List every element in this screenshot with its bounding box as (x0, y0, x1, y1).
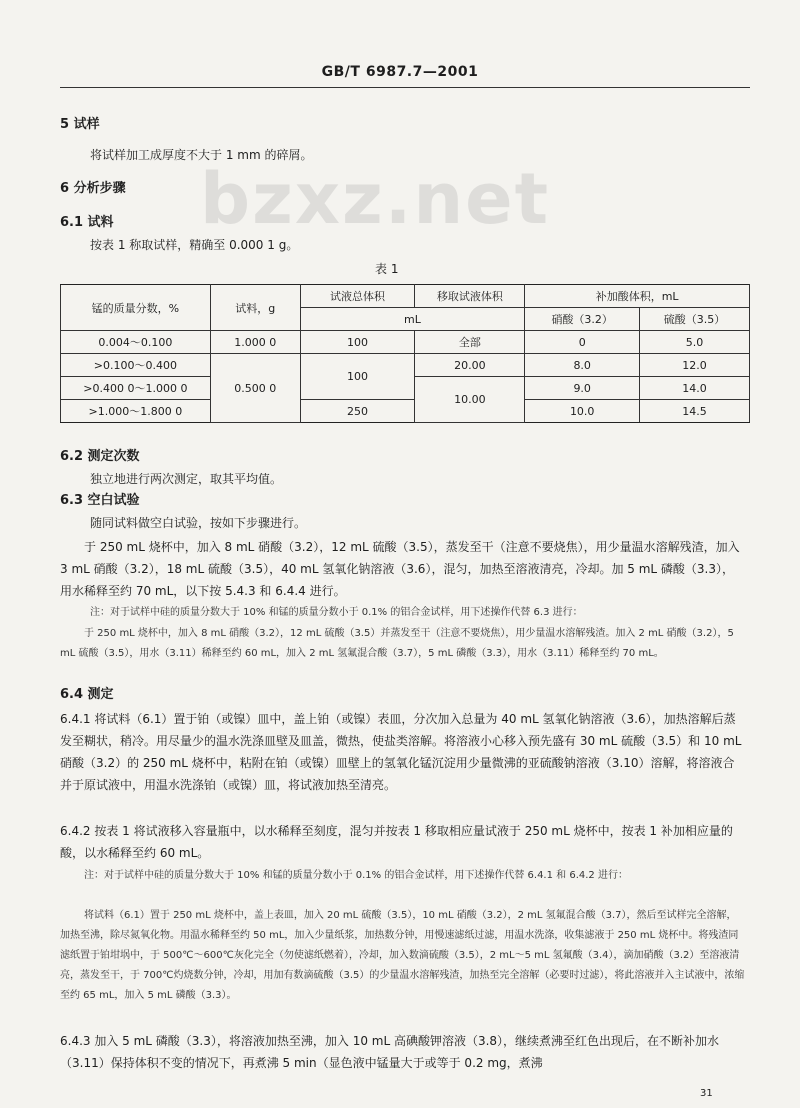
section-6-4-1: 6.4.1 将试料（6.1）置于铂（或镍）皿中，盖上铂（或镍）表皿，分次加入总量为 40 mL 氢氧化钠溶液（3.6），加热溶解后蒸发至糊状，稍冷。用尽量少的温水洗涤皿壁及皿盖，微热，使盐类溶解。将溶液小心移入预先盛有 30 mL 硫酸（3.5）和 10 mL 硝酸（3.2）的 250 mL 烧杯中，粘附在铂（或镍）皿壁上的氢氧化锰沉淀用少量微沸的亚硫酸钠溶液（3.10）溶解，将溶液合并于原试液中，用温水洗涤铂（或镍）皿，将试液加热至清亮。 (60, 712, 742, 792)
section-5-text: 将试样加工成厚度不大于 1 mm 的碎屑。 (90, 148, 313, 162)
cell-sample: 0.500 0 (210, 354, 300, 423)
cell-nitric: 9.0 (525, 377, 640, 400)
th-sulfuric: 硫酸（3.5） (640, 308, 750, 331)
th-mass-fraction: 锰的质量分数，% (61, 285, 211, 331)
table-caption: 表 1 (375, 262, 399, 276)
page-header: GB/T 6987.7—2001 (321, 64, 479, 80)
section-6-heading: 6 分析步骤 (60, 181, 126, 196)
section-6-1-heading: 6.1 试料 (60, 215, 114, 230)
cell-volume: 100 (300, 354, 415, 400)
cell-aliquot: 10.00 (415, 377, 525, 423)
section-6-2-text: 独立地进行两次测定，取其平均值。 (90, 472, 283, 486)
section-6-3-text1: 随同试料做空白试验，按如下步骤进行。 (90, 516, 307, 530)
cell-volume: 250 (300, 400, 415, 423)
th-total-volume: 试液总体积 (300, 285, 415, 308)
cell-nitric: 0 (525, 331, 640, 354)
section-6-4-note2: 将试料（6.1）置于 250 mL 烧杯中，盖上表皿，加入 20 mL 硫酸（3.5），10 mL 硝酸（3.2），2 mL 氢氟混合酸（3.7），然后至试样完全溶解，加热至沸，除尽氮氧化物。用温水稀释至约 50 mL，加入少量纸浆，加热数分钟，用慢速滤纸过滤，用温水洗涤，收集滤液于 250 mL 烧杯中。将残渣同滤纸置于铂坩埚中，于 500℃～600℃灰化完全（勿使滤纸燃着），冷却，加入数滴硫酸（3.5），2 mL～5 mL 氢氟酸（3.4），滴加硝酸（3.2）至溶液清亮，蒸发至干，于 700℃灼烧数分钟，冷却，用加有数滴硫酸（3.5）的少量温水溶解残渣，加热至完全溶解（必要时过滤），将此溶液并入主试液中，浓缩至约 65 mL，加入 5 mL 磷酸（3.3）。 (60, 910, 745, 1001)
section-6-4-heading: 6.4 测定 (60, 687, 114, 702)
th-ml: mL (300, 308, 525, 331)
section-6-4-3: 6.4.3 加入 5 mL 磷酸（3.3），将溶液加热至沸，加入 10 mL 高碘酸钾溶液（3.8），继续煮沸至红色出现后，在不断补加水（3.11）保持体积不变的情况下，再煮沸 5 min（显色液中锰量大于或等于 0.2 mg，煮沸 (60, 1034, 720, 1070)
cell-range: >1.000～1.800 0 (61, 400, 211, 423)
section-6-3-heading: 6.3 空白试验 (60, 493, 140, 508)
section-6-3-note: 注：对于试样中硅的质量分数大于 10% 和锰的质量分数小于 0.1% 的铝合金试样，用下述操作代替 6.3 进行： (90, 607, 583, 618)
header-rule (60, 87, 750, 88)
section-6-3-note2: 于 250 mL 烧杯中，加入 8 mL 硝酸（3.2），12 mL 硫酸（3.5）并蒸发至干（注意不要烧焦），用少量温水溶解残渣。加入 2 mL 硝酸（3.2），5 mL 硫酸（3.5），用水（3.11）稀释至约 60 mL，加入 2 mL 氢氟混合酸（3.7），5 mL 磷酸（3.3），用水（3.11）稀释至约 70 mL。 (60, 628, 734, 659)
section-6-4-note: 注：对于试样中硅的质量分数大于 10% 和锰的质量分数小于 0.1% 的铝合金试样，用下述操作代替 6.4.1 和 6.4.2 进行： (84, 870, 628, 881)
cell-volume: 100 (300, 331, 415, 354)
th-aliquot: 移取试液体积 (415, 285, 525, 308)
cell-range: >0.400 0～1.000 0 (61, 377, 211, 400)
th-sample: 试料，g (210, 285, 300, 331)
cell-range: >0.100～0.400 (61, 354, 211, 377)
table-row (61, 400, 750, 423)
th-acid-add: 补加酸体积，mL (525, 285, 750, 308)
section-5-heading: 5 试样 (60, 117, 100, 132)
page-number: 31 (700, 1088, 713, 1099)
cell-aliquot: 20.00 (415, 354, 525, 377)
section-6-3-text2: 于 250 mL 烧杯中，加入 8 mL 硝酸（3.2），12 mL 硫酸（3.5），蒸发至干（注意不要烧焦），用少量温水溶解残渣，加入 3 mL 硝酸（3.2），18 mL 硫酸（3.5），40 mL 氢氧化钠溶液（3.6），混匀，加热至溶液清亮，冷却。加 5 mL 磷酸（3.3），用水稀释至约 70 mL，以下按 5.4.3 和 6.4.4 进行。 (60, 540, 740, 598)
th-nitric: 硝酸（3.2） (525, 308, 640, 331)
watermark: bzxz.net (200, 158, 551, 240)
cell-sulfuric: 5.0 (640, 331, 750, 354)
cell-nitric: 10.0 (525, 400, 640, 423)
cell-range: 0.004～0.100 (61, 331, 211, 354)
cell-aliquot: 全部 (415, 331, 525, 354)
section-6-2-heading: 6.2 测定次数 (60, 449, 140, 464)
section-6-1-text: 按表 1 称取试样，精确至 0.000 1 g。 (90, 238, 299, 252)
cell-sulfuric: 14.5 (640, 400, 750, 423)
cell-nitric: 8.0 (525, 354, 640, 377)
cell-sample: 1.000 0 (210, 331, 300, 354)
table-row (61, 354, 750, 377)
section-6-4-2: 6.4.2 按表 1 将试液移入容量瓶中，以水稀释至刻度，混匀并按表 1 移取相应量试液于 250 mL 烧杯中，按表 1 补加相应量的酸，以水稀释至约 60 mL。 (60, 824, 733, 860)
table-1 (60, 284, 750, 423)
cell-sulfuric: 12.0 (640, 354, 750, 377)
table-row (61, 331, 750, 354)
cell-sulfuric: 14.0 (640, 377, 750, 400)
